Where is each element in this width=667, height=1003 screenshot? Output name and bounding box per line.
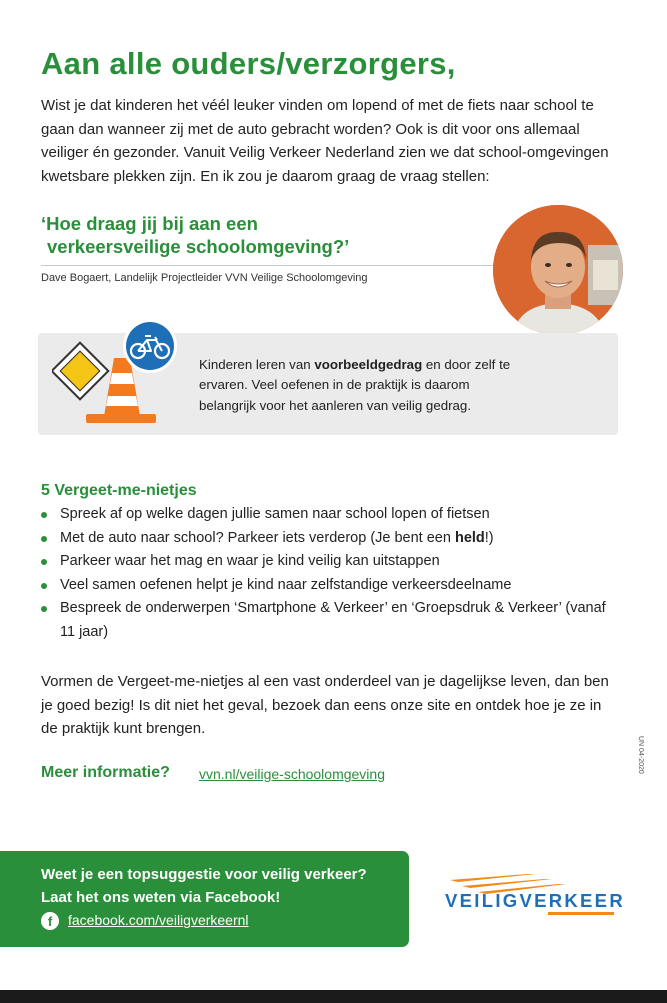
list-item-bold: held: [454, 529, 485, 546]
more-info-label: Meer informatie?: [41, 764, 170, 781]
closing-paragraph: Vormen de Vergeet-me-nietjes al een vast onderdeel van je dagelijkse leven, dan ben je goed bezig! Is dit niet het geval, bezoek dan eens onze site en ontdek hoe je ze in de praktijk kunt brengen.: [41, 673, 609, 737]
page-title: Aan alle ouders/verzorgers,: [41, 46, 456, 81]
quote-byline: Dave Bogaert, Landelijk Projectleider VVN Veilige Schoolomgeving: [41, 272, 368, 284]
list-item-text: Parkeer waar het mag en waar je kind veilig kan uitstappen: [60, 553, 440, 569]
traffic-signs-illustration: [52, 318, 182, 430]
reminders-list: [41, 503, 611, 644]
list-item: [41, 527, 611, 551]
bullet-icon: [41, 559, 47, 565]
tip-text-bold: voorbeeldgedrag: [314, 357, 423, 372]
facebook-icon[interactable]: f: [41, 912, 59, 930]
reminders-heading: 5 Vergeet-me-nietjes: [41, 482, 197, 499]
facebook-link[interactable]: facebook.com/veiligverkeernl: [68, 912, 249, 928]
bullet-icon: [41, 536, 47, 542]
tip-text-part: Kinderen leren van: [199, 357, 315, 372]
tip-text-part: en door zelf te ervaren. Veel oefenen in de praktijk is daarom belangrijk voor het aanleren van veilig gedrag.: [199, 357, 511, 413]
quote-divider: [41, 265, 511, 266]
list-item: [41, 550, 611, 574]
document-code: UN 04-2020: [637, 736, 644, 774]
list-item: [41, 503, 611, 527]
list-item-text: !): [484, 529, 494, 546]
portrait-photo: [493, 205, 623, 335]
bullet-icon: [41, 583, 47, 589]
more-info-link[interactable]: vvn.nl/veilige-schoolomgeving: [199, 766, 385, 782]
list-item-text: Spreek af op welke dagen jullie samen naar school lopen of fietsen: [60, 506, 490, 522]
facebook-banner-text: Weet je een topsuggestie voor veilig verkeer? Laat het ons weten via Facebook!: [41, 866, 367, 906]
bicycle-sign-icon: [123, 319, 177, 373]
list-item-text: Met de auto naar school? Parkeer iets verderop (Je bent een: [60, 529, 455, 546]
quote-line-2: verkeersveilige schoolomgeving?’: [47, 236, 350, 257]
bullet-icon: [41, 512, 47, 518]
list-item: [41, 574, 611, 598]
bullet-icon: [41, 606, 47, 612]
bottom-bar: [0, 990, 667, 1003]
intro-paragraph: Wist je dat kinderen het véél leuker vinden om lopend of met de fiets naar school te gaan dan wanneer zij met de auto gebracht worden? Ook is dit voor ons allemaal veiliger én gezonder. Vanuit Veilig Verkeer Nederland zien we dat school-omgevingen kwetsbare plekken zijn. En ik zou je daarom graag de vraag stellen:: [41, 97, 609, 186]
quote-heading: [41, 212, 481, 258]
priority-road-sign-icon: [52, 343, 108, 400]
logo-text: VEILIGVERKEER: [445, 890, 625, 911]
list-item-text: Veel samen oefenen helpt je kind naar zelfstandige verkeersdeelname: [60, 576, 512, 593]
logo-underline: [548, 912, 614, 915]
list-item: [41, 597, 611, 644]
quote-line-1: ‘Hoe draag jij bij aan een: [41, 213, 258, 234]
tip-text: [199, 355, 529, 416]
list-item-text: Bespreek de onderwerpen ‘Smartphone & Verkeer’ en ‘Groepsdruk & Verkeer’ (vanaf 11 jaar): [60, 600, 606, 640]
